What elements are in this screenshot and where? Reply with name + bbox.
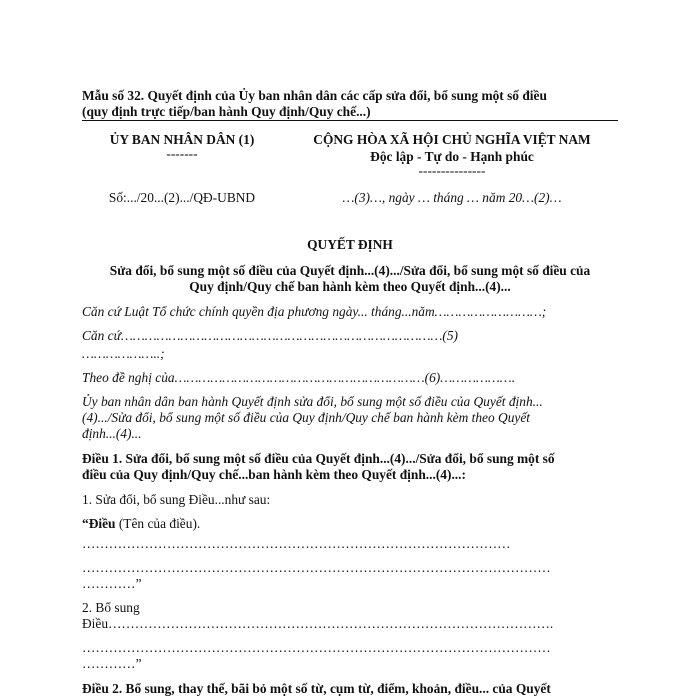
committee-statement-line1: Ủy ban nhân dân ban hành Quyết định sửa đổi, bổ sung một số điều của Quyết định... bbox=[82, 394, 543, 409]
decision-subtitle-line1: Sửa đổi, bổ sung một số điều của Quyết định...(4).../Sửa đổi, bổ sung một số điều của bbox=[109, 263, 591, 278]
dieu-name-placeholder: (Tên của điều). bbox=[115, 516, 201, 531]
motto-dashes: --------------- bbox=[418, 163, 486, 178]
form-title-line1: Mẫu số 32. Quyết định của Ủy ban nhân dân các cấp sửa đổi, bổ sung một số điều bbox=[82, 88, 547, 103]
dotted-line-e: …………” bbox=[82, 656, 142, 671]
legal-basis-line2: ………………..; bbox=[82, 346, 165, 361]
organization-name: ỦY BAN NHÂN DÂN (1) bbox=[109, 132, 255, 147]
dieu-dotted-line: Điều………………………………………………………………………………………. bbox=[82, 616, 554, 631]
dotted-line-a: …………………………………………………………………………………… bbox=[82, 536, 511, 551]
article2-heading-line1: Điều 2. Bổ sung, thay thế, bãi bỏ một số từ, cụm từ, điểm, khoản, điều... của Quyết bbox=[82, 681, 551, 696]
form-title-line2: (quy định trực tiếp/ban hành Quy định/Quy chế...) bbox=[82, 104, 371, 119]
organization-dashes: ------- bbox=[166, 146, 198, 161]
proposal-line: Theo đề nghị của………………………………………………………(6)………………. bbox=[82, 370, 516, 385]
header-rule bbox=[82, 120, 618, 121]
decision-number: Số:.../20...(2).../QĐ-UBND bbox=[108, 190, 256, 205]
decision-title: QUYẾT ĐỊNH bbox=[307, 237, 393, 252]
legal-basis-line1: Căn cứ………………………………………………………………………(5) bbox=[82, 328, 459, 343]
national-motto: Độc lập - Tự do - Hạnh phúc bbox=[370, 149, 534, 164]
place-and-date: …(3)…, ngày … tháng … năm 20…(2)… bbox=[342, 190, 562, 205]
dieu-label: “Điều bbox=[82, 516, 116, 531]
article1-item1: 1. Sửa đổi, bổ sung Điều...như sau: bbox=[82, 492, 271, 507]
dotted-line-b: …………………………………………………………………………………………… bbox=[82, 560, 551, 575]
legal-basis-law: Căn cứ Luật Tổ chức chính quyền địa phương ngày... tháng...năm………………………; bbox=[82, 304, 547, 319]
dotted-line-d: …………………………………………………………………………………………… bbox=[82, 640, 551, 655]
article1-item2: 2. Bổ sung bbox=[82, 600, 140, 615]
committee-statement-line2: (4).../Sửa đổi, bổ sung một số điều của Quy định/Quy chế ban hành kèm theo Quyết bbox=[82, 410, 530, 425]
article1-heading-line1: Điều 1. Sửa đổi, bổ sung một số điều của Quyết định...(4).../Sửa đổi, bổ sung một số bbox=[82, 451, 555, 466]
article1-dieu-title bbox=[82, 516, 200, 532]
committee-statement-line3: định...(4)... bbox=[82, 426, 142, 441]
nation-name: CỘNG HÒA XÃ HỘI CHỦ NGHĨA VIỆT NAM bbox=[313, 132, 591, 147]
decision-subtitle-line2: Quy định/Quy chế ban hành kèm theo Quyết định...(4)... bbox=[189, 279, 511, 294]
article1-heading-line2: điều của Quy định/Quy chế...ban hành kèm theo Quyết định...(4)...: bbox=[82, 467, 466, 482]
dotted-line-c: …………” bbox=[82, 576, 142, 591]
